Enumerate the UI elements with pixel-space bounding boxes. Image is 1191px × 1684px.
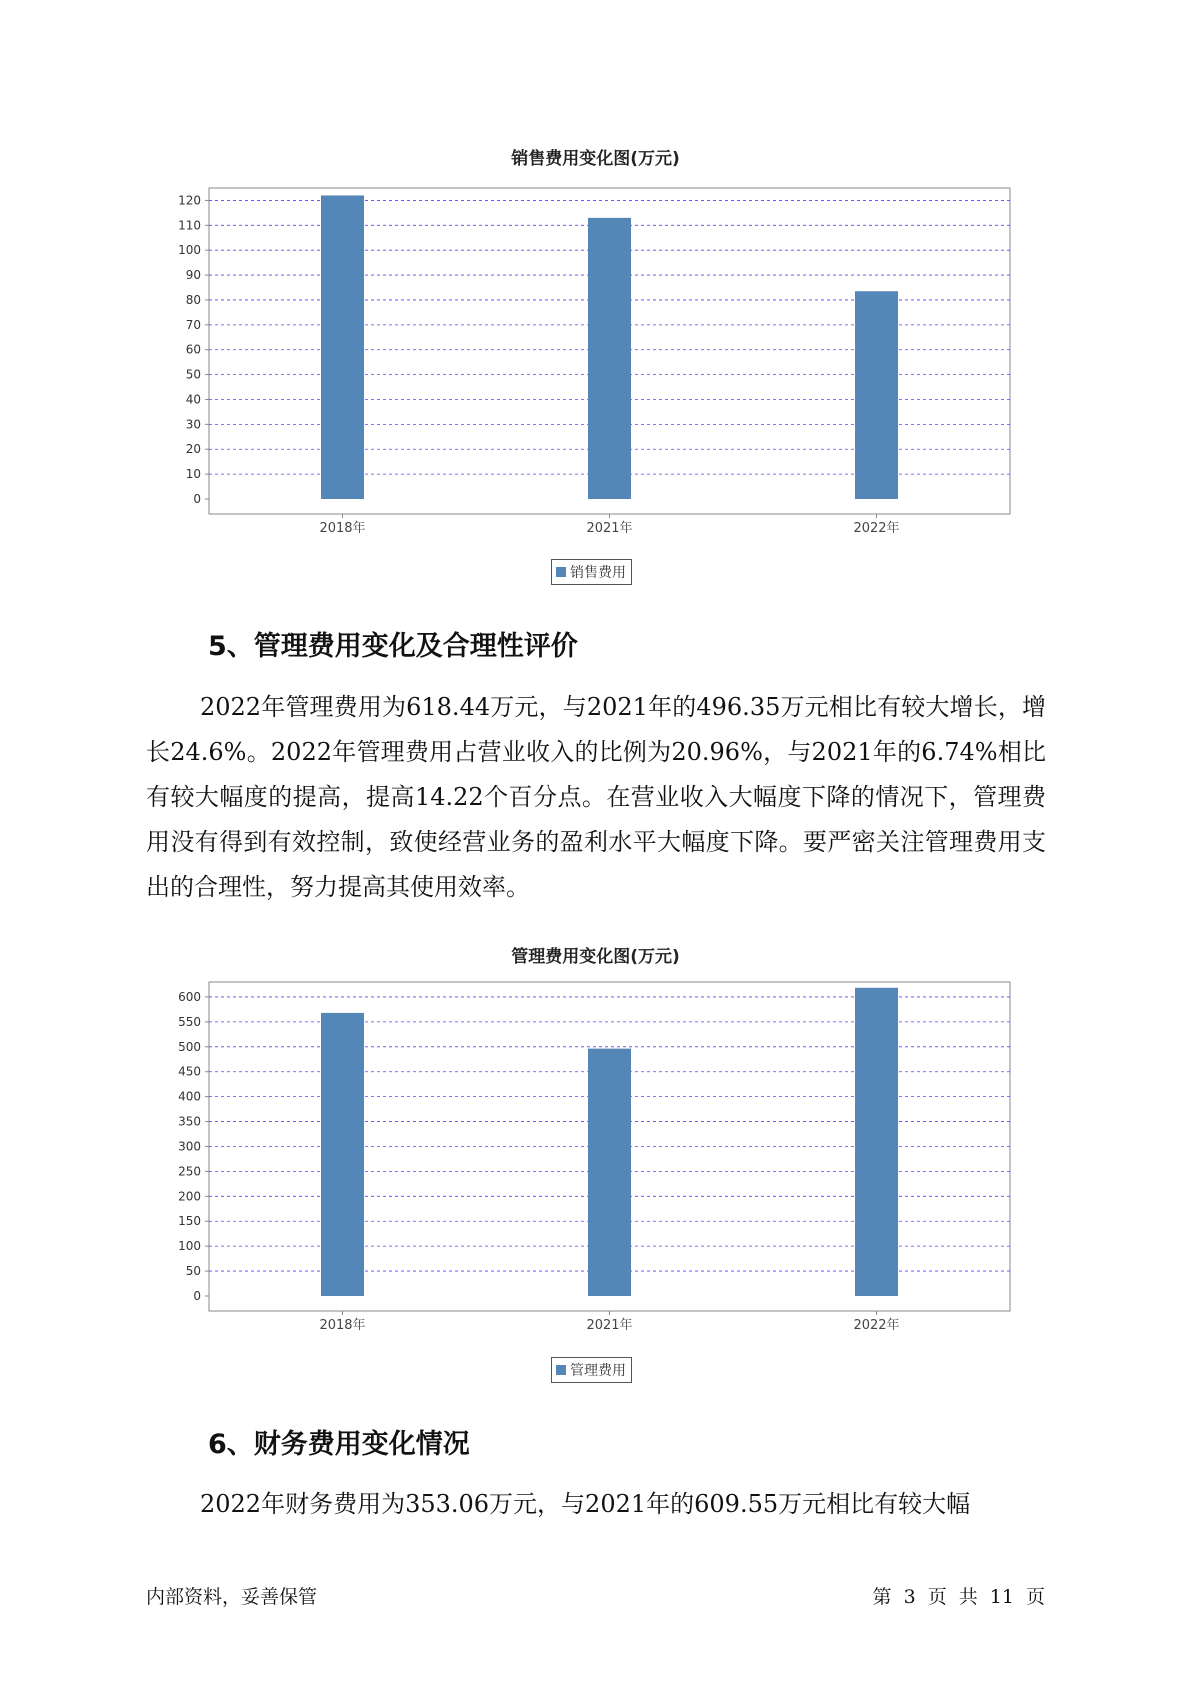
- y-tick-label: 30: [185, 417, 201, 432]
- bar: [855, 988, 898, 1296]
- y-tick-label: 600: [178, 989, 201, 1004]
- y-tick-label: 120: [178, 193, 201, 208]
- chart-title-management-expense: 管理费用变化图(万元): [511, 947, 680, 967]
- bar: [588, 1049, 631, 1296]
- y-tick-label: 400: [178, 1089, 201, 1104]
- section-6-paragraph: [146, 1482, 1046, 1527]
- y-tick-label: 0: [193, 1289, 201, 1303]
- section-6-heading: 6、财务费用变化情况: [208, 1429, 470, 1460]
- footer-confidential-note: 内部资料，妥善保管: [146, 1586, 318, 1608]
- y-tick-label: 550: [178, 1014, 201, 1029]
- y-tick-label: 110: [178, 218, 201, 233]
- y-tick-label: 60: [185, 342, 201, 357]
- footer-page-number: 第 3 页 共 11 页: [872, 1586, 1045, 1608]
- y-tick-label: 500: [178, 1039, 201, 1054]
- x-tick-label: 2021年: [586, 1318, 633, 1333]
- y-tick-label: 300: [178, 1139, 201, 1154]
- y-tick-label: 40: [185, 392, 201, 407]
- y-tick-label: 450: [178, 1064, 201, 1079]
- chart-legend-management-expense: [551, 1357, 632, 1383]
- x-tick-label: 2022年: [853, 521, 900, 536]
- y-tick-label: 350: [178, 1114, 201, 1129]
- y-tick-label: 250: [178, 1164, 201, 1179]
- x-tick-label: 2022年: [853, 1318, 900, 1333]
- y-tick-label: 150: [178, 1214, 201, 1229]
- y-tick-label: 200: [178, 1189, 201, 1204]
- section-6-text: 2022年财务费用为353.06万元，与2021年的609.55万元相比有较大幅: [200, 1490, 971, 1518]
- y-tick-label: 70: [185, 317, 201, 332]
- legend-swatch-icon: [556, 1365, 566, 1375]
- section-5-text: 2022年管理费用为618.44万元，与2021年的496.35万元相比有较大增长，增长24.6%。2022年管理费用占营业收入的比例为20.96%，与2021年的6.74%相比有较大幅度的提高，提高14.22个百分点。在营业收入大幅度下降的情况下，管理费用没有得到有效控制，致使经营业务的盈利水平大幅度下降。要严密关注管理费用支出的合理性，努力提高其使用效率。: [146, 693, 1046, 901]
- legend-label: 管理费用: [570, 1363, 626, 1379]
- y-tick-label: 80: [185, 292, 201, 307]
- bar: [321, 1013, 364, 1296]
- y-tick-label: 50: [185, 367, 201, 382]
- y-tick-label: 0: [193, 492, 201, 506]
- x-tick-label: 2021年: [586, 521, 633, 536]
- y-tick-label: 50: [185, 1264, 201, 1279]
- y-tick-label: 100: [178, 243, 201, 258]
- y-tick-label: 100: [178, 1239, 201, 1254]
- y-tick-label: 20: [185, 442, 201, 457]
- y-tick-label: 10: [185, 467, 201, 482]
- legend-label: 销售费用: [570, 565, 626, 581]
- x-tick-label: 2018年: [319, 521, 366, 536]
- y-tick-label: 90: [185, 268, 201, 283]
- section-5-heading: 5、管理费用变化及合理性评价: [208, 631, 578, 662]
- x-tick-label: 2018年: [319, 1318, 366, 1333]
- chart-title-sales-expense: 销售费用变化图(万元): [511, 149, 680, 169]
